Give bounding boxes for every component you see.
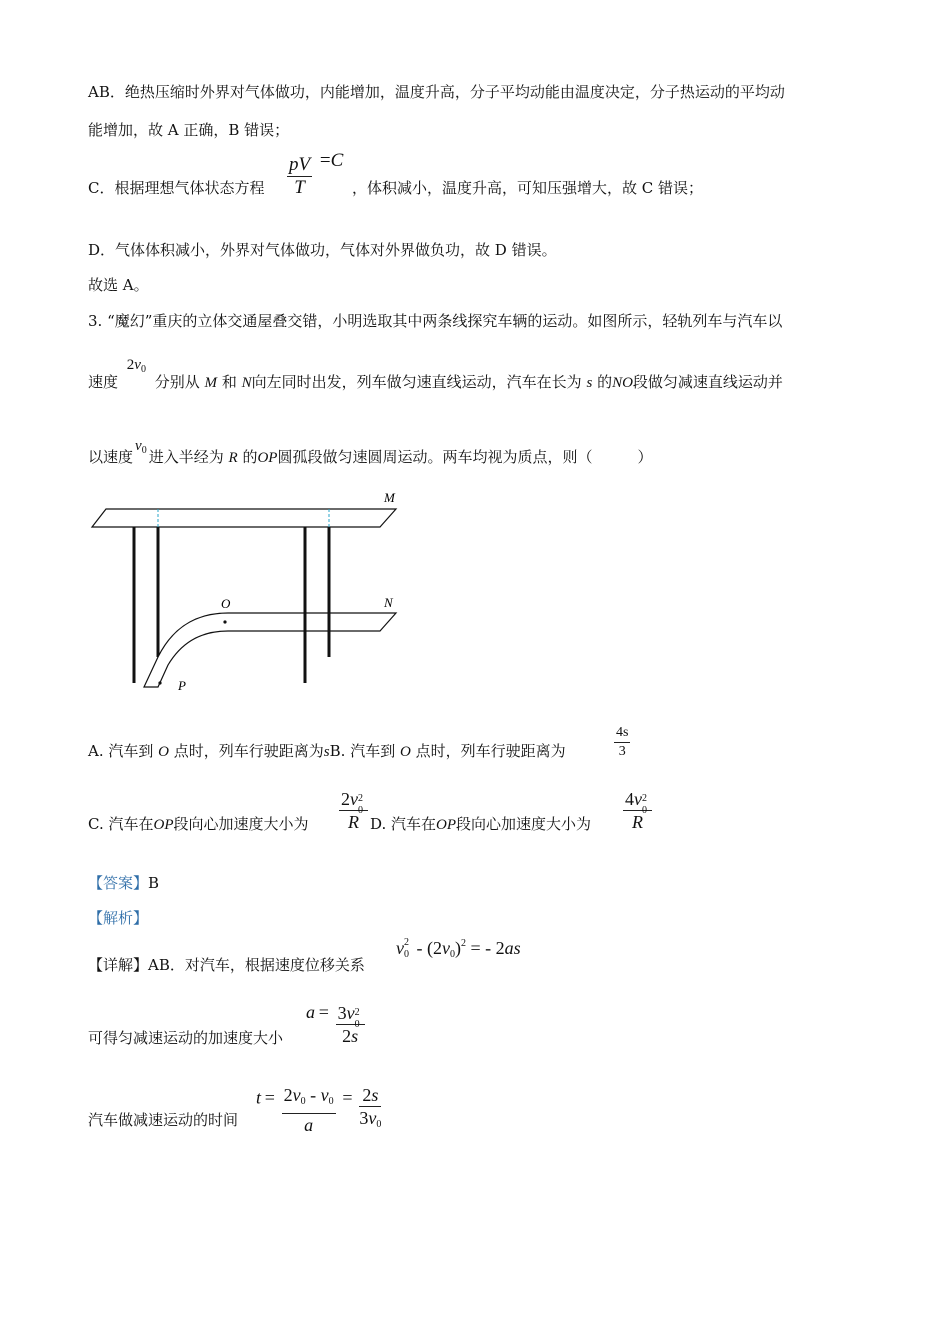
option-AB: [88, 741, 566, 762]
formula-acceleration: a = 3v 2 0 2s: [306, 1002, 368, 1047]
label-O: O: [221, 596, 231, 611]
option-C-OP: OP: [153, 817, 174, 833]
q3-R: R: [228, 450, 238, 466]
option-C-fraction: 2v 2 0 R: [336, 788, 371, 833]
answer-tag: 【答案】: [88, 874, 149, 892]
road-N-OP: [144, 613, 396, 687]
option-B-pre: B. 汽车到: [329, 742, 396, 760]
q3-mid: 进入半经为: [148, 448, 224, 466]
option-D-OP: OP: [436, 817, 457, 833]
label-P: P: [178, 678, 186, 693]
question-line3: [88, 438, 653, 473]
detail-line3: 汽车做减速运动的时间: [88, 1111, 239, 1129]
q2-NO: NO: [612, 375, 633, 391]
option-A-post: 点时，列车行驶距离为: [173, 742, 324, 760]
option-A-s: s: [323, 744, 330, 760]
formula-time: t = $\frac{2v_0 - v_0}{a}$ = $\frac{2s}{3v_0}$: [256, 1085, 382, 1135]
q2-post-a: 分别从: [154, 373, 200, 391]
analysis-line: [88, 908, 148, 928]
q2-rest2: 的: [597, 373, 613, 391]
q2-s: s: [586, 375, 593, 391]
option-B-num: 4s: [614, 724, 630, 743]
question-line2: [88, 357, 783, 398]
option-B-fraction: [611, 724, 633, 761]
text-ab-line2: 能增加，故 A 正确，B 错误；: [88, 121, 290, 139]
transport-diagram: [80, 485, 420, 700]
point-P: [158, 681, 161, 684]
q2-rest3: 段做匀减速直线运动并: [632, 373, 783, 391]
formula-gas-law: $\frac{pV}{T}$ =C: [289, 150, 344, 198]
option-A-pre: A. 汽车到: [88, 742, 154, 760]
option-B-O: O: [399, 744, 411, 760]
q2-and: 和: [221, 373, 237, 391]
option-D-pre: D. 汽车在: [370, 815, 437, 833]
text-c-pre: C．根据理想气体状态方程: [88, 179, 265, 197]
option-B-post: 点时，列车行驶距离为: [415, 742, 566, 760]
option-D-post: 段向心加速度大小为: [456, 815, 592, 833]
text-c-line: [88, 178, 264, 198]
option-C-pre: C. 汽车在: [88, 815, 154, 833]
q2-M: M: [204, 375, 218, 391]
option-CD: [88, 814, 309, 835]
option-C-post: 段向心加速度大小为: [173, 815, 309, 833]
q3-de: 的: [242, 448, 258, 466]
q3-pre: 以速度: [88, 448, 134, 466]
track-M: [92, 509, 396, 527]
option-B-den: 3: [618, 744, 626, 759]
text-c-post: ，体积减小，温度升高，可知压强增大，故 C 错误；: [352, 179, 704, 197]
option-D: [370, 814, 591, 835]
q2-2v0: $2v_0$: [126, 357, 146, 375]
q3-OP: OP: [257, 450, 278, 466]
detail-line2: 可得匀减速运动的加速度大小: [88, 1029, 284, 1047]
text-choose: 故选 A。: [88, 276, 149, 294]
question-line1: 3. “魔幻”重庆的立体交通屋叠交错，小明选取其中两条线探究车辆的运动。如图所示，轻轨列车与汽车以: [88, 312, 783, 330]
text-ab-line1: AB．绝热压缩时外界对气体做功，内能增加，温度升高，分子平均动能由温度决定，分子热运动的平均动: [88, 83, 785, 101]
detail-l1: AB．对汽车，根据速度位移关系: [148, 956, 365, 974]
label-M: M: [384, 490, 395, 505]
option-A-O: O: [158, 744, 169, 760]
q3-v0: $v_0$: [135, 438, 147, 456]
detail-tag: 【详解】: [88, 956, 149, 974]
analysis-tag: 【解析】: [88, 909, 149, 927]
text-d-line: D．气体体积减小，外界对气体做功，气体对外界做负功，故 D 错误。: [88, 241, 557, 259]
q2-pre: 速度: [88, 373, 119, 391]
formula-velocity-displacement: v 2 0 - $(2v_0)^2$ = - 2as: [396, 936, 521, 960]
answer-value: B: [148, 874, 160, 892]
answer-line: [88, 873, 159, 893]
q2-rest1: 向左同时出发，列车做匀速直线运动，汽车在长为: [251, 373, 582, 391]
detail-line1: [88, 955, 365, 975]
label-N: N: [384, 595, 393, 610]
option-D-fraction: 4v 2 0 R: [620, 788, 655, 833]
q3-post: 圆孤段做匀速圆周运动。两车均视为质点，则（ ）: [277, 448, 653, 466]
q2-N: N: [241, 375, 252, 391]
point-O: [223, 620, 226, 623]
